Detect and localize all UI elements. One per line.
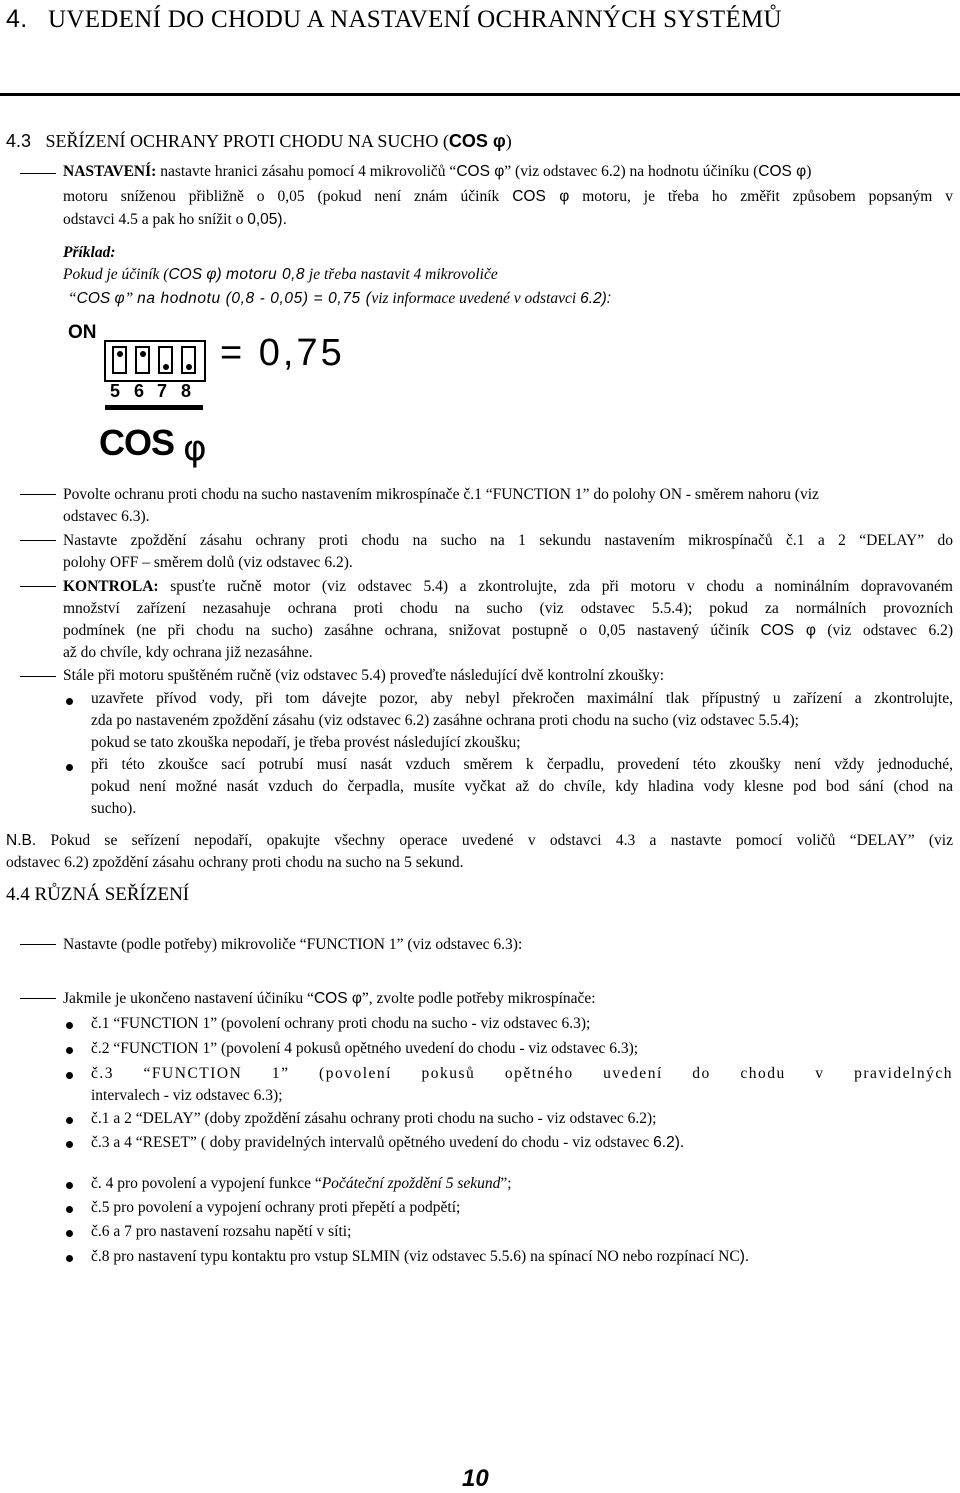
bullet-marker: [66, 1182, 73, 1189]
switch-list-item-1: č.1 “FUNCTION 1” (povolení ochrany proti chodu na sucho - viz odstavec 6.3);: [91, 1015, 591, 1032]
bullet-2-line-1: při této zkoušce sací potrubí musí nasát vzduch směrem k čerpadlu, provedení této zkoušky není vždy jednoduché,: [91, 756, 953, 773]
dash-marker: [20, 173, 56, 174]
text: na hodnotu (0,8 - 0,05) = 0,75 (: [137, 290, 372, 307]
item-1-line-1: Povolte ochranu proti chodu na sucho nastavením mikrospínače č.1 “FUNCTION 1” do polohy ON - směrem nahoru (viz: [63, 486, 819, 503]
section-4-4-para-1: Nastavte (podle potřeby) mikrovoliče “FUNCTION 1” (viz odstavec 6.3):: [63, 936, 523, 953]
nb-line-1: [6, 830, 953, 852]
item-3-line-2: množství zařízení nezasahuje ochrana proti chodu na sucho (viz odstavec 5.5.4); pokud za normálních provozních: [63, 600, 953, 617]
text: Pokud se seřízení nepodaří, opakujte všechny operace uvedené v odstavci 4.3 a nastavte pomocí voličů “DELAY” (viz: [36, 832, 953, 849]
switch-knob: [140, 351, 146, 357]
chapter-heading: [6, 5, 782, 34]
section-title-text: SEŘÍZENÍ OCHRANY PROTI CHODU NA SUCHO (: [45, 131, 449, 151]
text: podmínek (ne při chodu na sucho) zasáhne ochrana, snižovat postupně o 0,05 nastavený účiník: [63, 622, 761, 639]
text: ): [216, 266, 226, 283]
bullet-2-line-2: pokud není možné nasát vzduch do čerpadla, musíte vyčkat až do chvíle, kdy hladina vody klesne pod bod sání (chod na: [91, 778, 953, 795]
dip-switch-5: [112, 346, 127, 374]
example-line-2: [68, 288, 611, 310]
text: odstavci 4.5 a pak ho snížit o: [63, 211, 248, 228]
text: motoru, je třeba ho změřit způsobem popsaným v: [569, 188, 954, 205]
switch-list-item-3-cont: intervalech - viz odstavec 6.3);: [91, 1087, 283, 1104]
nastaveni-line-3: [63, 209, 287, 231]
text: ” (viz odstavec 6.2) na hodnotu účiníku (: [504, 163, 759, 180]
text: je třeba nastavit 4 mikrovoliče: [305, 266, 498, 283]
cos-phi: COS φ: [758, 163, 807, 180]
cos-phi: COS φ: [76, 290, 125, 307]
example-label: Příklad:: [63, 244, 116, 261]
switch-list2-item-1: [91, 1173, 512, 1195]
cos-phi: COS φ: [760, 622, 816, 639]
kontrola-label: KONTROLA:: [63, 578, 159, 595]
section-title-close: ): [505, 131, 512, 151]
dip-baseline-bar: [105, 405, 203, 410]
text: spusťte ručně motor (viz odstavec 5.4) a zkontrolujte, zda při motoru v chodu a nominálním dopravovaném: [158, 578, 953, 595]
cos-phi: COS φ: [512, 188, 570, 205]
text: motoru sníženou přibližně o 0,05 (pokud není znám účiník: [63, 188, 513, 205]
value: 0,05).: [247, 211, 287, 228]
bullet-marker: [66, 1230, 73, 1237]
text: č.8 pro nastavení typu kontaktu pro vstup SLMIN (viz odstavec 5.5.6) na spínací NO nebo rozpínací NC: [91, 1248, 740, 1265]
cos-phi: COS φ: [313, 990, 362, 1007]
bullet-marker: [66, 764, 73, 771]
dip-switch-6: [135, 346, 150, 374]
dip-switch-block: [104, 340, 206, 382]
dash-marker: [20, 494, 56, 495]
text: ): [806, 163, 812, 180]
text: 6.2).: [653, 1134, 685, 1151]
cos-phi: COS φ: [456, 163, 505, 180]
bullet-marker: [66, 1206, 73, 1213]
dip-result-value: = 0,75: [220, 332, 345, 374]
item-1-line-2: odstavec 6.3).: [63, 508, 150, 525]
section-4-3-title: [6, 131, 512, 152]
item-3-line-4: až do chvíle, kdy ochrana již nezasáhne.: [63, 644, 313, 661]
dip-switch-7: [158, 346, 173, 374]
nastaveni-label: NASTAVENÍ:: [63, 163, 157, 180]
text: (viz odstavec 6.2): [815, 622, 953, 639]
bullet-marker: [66, 1047, 73, 1054]
text: viz informace uvedené v odstavci: [371, 290, 581, 307]
switch-list-item-4: č.1 a 2 “DELAY” (doby zpoždění zásahu ochrany proti chodu na sucho - viz odstavec 6.2);: [91, 1110, 657, 1127]
text: č. 4 pro povolení a vypojení funkce “: [91, 1175, 322, 1192]
switch-knob: [117, 351, 123, 357]
dip-number-6: 6: [134, 381, 145, 401]
text: nastavte hranici zásahu pomocí 4 mikrovoličů “: [156, 163, 457, 180]
text: motoru 0,8: [225, 266, 306, 283]
item-4-line-1: Stále při motoru spuštěném ručně (viz odstavec 5.4) proveďte následující dvě kontrolní zkoušky:: [63, 667, 665, 684]
page-number: 10: [462, 1465, 489, 1492]
bullet-marker: [66, 698, 73, 705]
text: ”;: [500, 1175, 512, 1192]
nastaveni-line-2: [63, 186, 953, 208]
bullet-marker: [66, 1117, 73, 1124]
example-line-1: [63, 264, 498, 286]
bullet-2-line-3: sucho).: [91, 800, 137, 817]
phi-symbol: φ: [183, 428, 207, 469]
cos-phi: COS φ: [168, 266, 217, 283]
dash-marker: [20, 676, 56, 677]
section-4-4-title: 4.4 RŮZNÁ SEŘÍZENÍ: [6, 884, 190, 905]
bullet-marker: [66, 1141, 73, 1148]
dash-marker: [20, 944, 56, 945]
text: ”: [124, 290, 138, 307]
text: Jakmile je ukončeno nastavení účiníku “: [63, 990, 314, 1007]
dip-number-5: 5: [110, 381, 121, 401]
dash-marker: [20, 998, 56, 999]
bullet-marker: [66, 1255, 73, 1262]
bullet-marker: [66, 1072, 73, 1079]
heading-rule: [0, 93, 960, 96]
text: 6.2):: [580, 290, 612, 307]
dash-marker: [20, 586, 56, 587]
dip-on-label: ON: [68, 322, 97, 343]
text: ).: [739, 1248, 750, 1265]
switch-knob: [163, 364, 169, 370]
section-4-4-para-2: [63, 988, 596, 1010]
switch-list2-item-4: [91, 1246, 749, 1268]
chapter-number: 4.: [6, 5, 28, 33]
nb-label: N.B.: [6, 832, 37, 849]
nastaveni-line-1: [63, 161, 811, 183]
dip-switch-8: [181, 346, 196, 374]
dash-marker: [20, 540, 56, 541]
dip-number-8: 8: [181, 381, 192, 401]
item-2-line-1: Nastavte zpoždění zásahu ochrany proti chodu na sucho na 1 sekundu nastavením mikrospínačů č.1 a 2 “DELAY” do: [63, 532, 953, 549]
section-number: 4.3: [6, 131, 32, 151]
bullet-marker: [66, 1022, 73, 1029]
chapter-title: UVEDENÍ DO CHODU A NASTAVENÍ OCHRANNÝCH SYSTÉMŮ: [48, 6, 782, 33]
nb-line-2: odstavec 6.2) zpoždění zásahu ochrany proti chodu na sucho na 5 sekund.: [6, 854, 464, 871]
text: ”, zvolte podle potřeby mikrospínače:: [361, 990, 596, 1007]
switch-list-item-5: [91, 1132, 684, 1154]
section-title-cos: COS φ: [448, 131, 506, 151]
switch-list2-item-3: č.6 a 7 pro nastavení rozsahu napětí v síti;: [91, 1223, 352, 1240]
bullet-1-line-3: pokud se tato zkouška nepodaří, je třeba provést následující zkoušku;: [91, 734, 521, 751]
switch-list-item-2: č.2 “FUNCTION 1” (povolení 4 pokusů opětného uvedení do chodu - viz odstavec 6.3);: [91, 1040, 639, 1057]
item-3-line-3: [63, 620, 953, 642]
item-2-line-2: polohy OFF – směrem dolů (viz odstavec 6.2).: [63, 554, 353, 571]
text: č.3 a 4 “RESET” ( doby pravidelných intervalů opětného uvedení do chodu - viz odstavec: [91, 1134, 654, 1151]
bullet-1-line-2: zda po nastaveném zpoždění zásahu (viz odstavec 6.2) zasáhne ochrana proti chodu na sucho (viz odstavec 5.5.4);: [91, 712, 799, 729]
text: Pokud je účiník (: [63, 266, 169, 283]
switch-list-item-3: č.3 “FUNCTION 1” (povolení pokusů opětného uvedení do chodu v pravidelných: [91, 1065, 953, 1082]
switch-list2-item-2: č.5 pro povolení a vypojení ochrany proti přepětí a podpětí;: [91, 1199, 461, 1216]
text: “: [68, 290, 77, 307]
switch-knob: [186, 364, 192, 370]
item-3-line-1: [63, 576, 953, 598]
dip-number-7: 7: [157, 381, 168, 401]
bullet-1-line-1: uzavřete přívod vody, při tom dávejte pozor, aby nebyl překročen maximální tlak přípustný u zařízení a zkontrolujte,: [91, 690, 953, 707]
text: Počáteční zpoždění 5 sekund: [321, 1175, 501, 1192]
cos-phi-label: COS: [99, 422, 175, 463]
